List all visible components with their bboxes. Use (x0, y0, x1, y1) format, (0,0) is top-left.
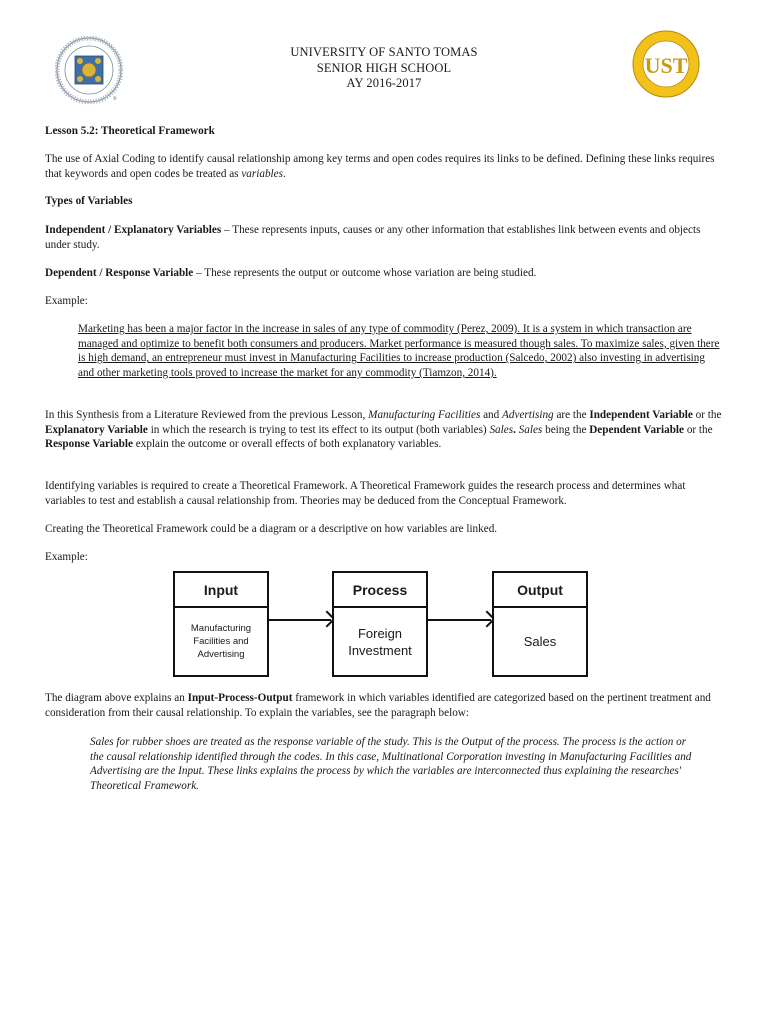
process-to-output-arrow (426, 619, 491, 621)
process-box-title: Process (334, 573, 426, 608)
output-box-title: Output (494, 573, 586, 608)
diagram-explanation: The diagram above explains an Input-Process-Output framework in which variables identified are categorized based on the pertinent treatment and consideration from their causal relationship. To explain the variables, see the paragraph below: (45, 692, 711, 719)
dependent-definition: Dependent / Response Variable – These represents the output or outcome whose variation are being studied. (45, 267, 537, 279)
creating-paragraph: Creating the Theoretical Framework could be a diagram or a descriptive on how variables are linked. (45, 523, 498, 535)
intro-paragraph: The use of Axial Coding to identify causal relationship among key terms and open codes requires its links to be defined. Defining these links requires that keywords and open codes be treated as variables. (45, 153, 715, 180)
svg-text:®: ® (113, 97, 117, 102)
types-heading: Types of Variables (45, 195, 133, 207)
process-box (332, 571, 428, 677)
output-box-body: Sales (523, 634, 557, 649)
example-label: Example: (45, 295, 88, 307)
header-academic-year: AY 2016-2017 (346, 76, 422, 90)
input-box-title: Input (175, 573, 267, 608)
example-label-2: Example: (45, 551, 88, 563)
ust-logo-text: UST (644, 53, 688, 78)
header-school: SENIOR HIGH SCHOOL (316, 60, 452, 75)
independent-definition: Independent / Explanatory Variables – These represents inputs, causes or any other information that establishes link between events and objects under study. (45, 224, 701, 251)
closing-paragraph: Sales for rubber shoes are treated as the response variable of the study. This is the Output of the process. The process is the action or the causal relationship identified through the codes. In this case, Multinational Corporation investing in Manufacturing Facilities and Advertising are the Input. These links explains the process by which the variables are interconnected thus explaining the researches' Theoretical Framework. (90, 736, 692, 792)
identifying-paragraph: Identifying variables is required to create a Theoretical Framework. A Theoretical Framework guides the research process and determines what variables to test and establish a causal relationship from. Theories may be deduced from the Conceptual Framework. (45, 480, 686, 507)
literature-quote: Marketing has been a major factor in the increase in sales of any type of commodity (Perez, 2009). It is a system in which transaction are managed and optimize to benefit both consumers and producers. Market performance is measured though sales. To maximize sales, given there is high demand, an entrepreneur must invest in Manufacturing Facilities to increase production (Salcedo, 2002) also investing in advertising and other marketing tools proved to increase the market for any commodity (Tiamzon, 2014). (78, 323, 720, 379)
process-box-body: Foreign Investment (348, 625, 412, 658)
synthesis-paragraph: In this Synthesis from a Literature Reviewed from the previous Lesson, Manufacturing Facilities and Advertising are the Independent Variable or the Explanatory Variable in which the research is trying to test its effect to its output (both variables) Sales. Sales being the Dependent Variable or the Response Variable explain the outcome or overall effects of both explanatory variables. (45, 409, 722, 450)
ust-shs-logo (632, 28, 700, 100)
input-box-body: Manufacturing Facilities and Advertising (190, 623, 252, 660)
input-box (173, 571, 269, 677)
output-box (492, 571, 588, 677)
header-university: UNIVERSITY OF SANTO TOMAS (290, 45, 478, 59)
input-to-process-arrow (267, 619, 331, 621)
lesson-title: Lesson 5.2: Theoretical Framework (45, 125, 215, 137)
